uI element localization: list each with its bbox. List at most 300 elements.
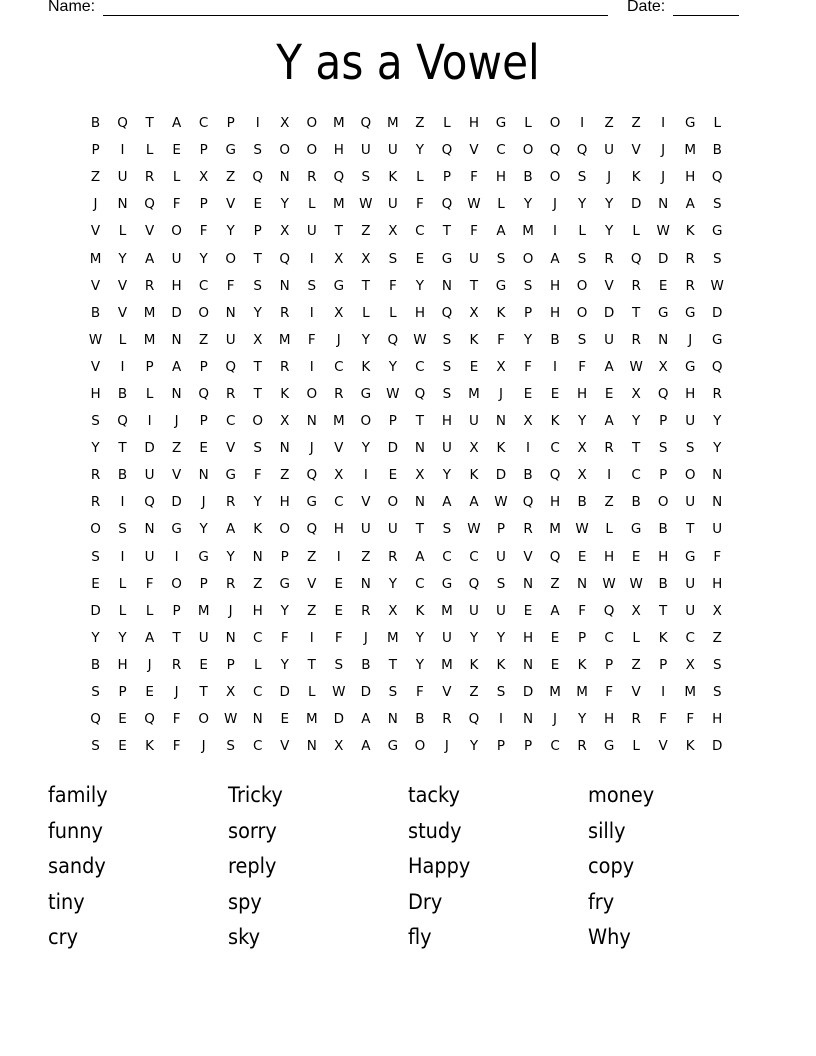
grid-letter[interactable]: F — [199, 223, 208, 240]
grid-letter[interactable]: G — [495, 277, 507, 294]
grid-letter[interactable]: K — [577, 656, 587, 673]
grid-letter[interactable]: S — [577, 331, 587, 348]
grid-letter[interactable]: W — [656, 223, 670, 240]
grid-letter[interactable]: H — [495, 169, 507, 186]
grid-letter[interactable]: C — [496, 142, 506, 159]
grid-letter[interactable]: Y — [604, 196, 614, 213]
grid-letter[interactable]: Y — [415, 656, 425, 673]
grid-letter[interactable]: I — [309, 629, 314, 646]
grid-letter[interactable]: I — [309, 304, 314, 321]
grid-letter[interactable]: R — [361, 602, 371, 619]
grid-letter[interactable]: U — [198, 629, 209, 646]
grid-letter[interactable]: N — [279, 277, 290, 294]
grid-letter[interactable]: Z — [469, 684, 479, 701]
grid-letter[interactable]: H — [712, 711, 723, 728]
grid-letter[interactable]: G — [657, 304, 669, 321]
grid-letter[interactable]: Y — [713, 440, 722, 457]
grid-letter[interactable]: Z — [604, 115, 614, 132]
grid-letter[interactable]: U — [441, 629, 452, 646]
grid-letter[interactable]: U — [387, 196, 398, 213]
grid-letter[interactable]: C — [550, 738, 560, 755]
grid-letter[interactable]: M — [441, 602, 453, 619]
grid-letter[interactable]: E — [334, 602, 344, 619]
grid-letter[interactable]: S — [334, 656, 344, 673]
grid-letter[interactable]: Z — [361, 548, 371, 565]
grid-letter[interactable]: H — [252, 602, 263, 619]
grid-letter[interactable]: T — [361, 277, 370, 294]
grid-letter[interactable]: Y — [118, 250, 127, 267]
grid-letter[interactable]: Q — [657, 385, 669, 402]
grid-letter[interactable]: G — [684, 548, 696, 565]
grid-letter[interactable]: O — [549, 169, 561, 186]
grid-letter[interactable]: Y — [388, 575, 397, 592]
grid-letter[interactable]: F — [172, 738, 181, 755]
grid-letter[interactable]: Z — [712, 629, 722, 646]
grid-letter[interactable]: Z — [253, 575, 263, 592]
grid-letter[interactable]: U — [117, 169, 128, 186]
grid-letter[interactable]: Q — [306, 467, 318, 484]
grid-letter[interactable]: P — [659, 467, 668, 484]
grid-letter[interactable]: E — [199, 440, 208, 457]
grid-letter[interactable]: M — [305, 711, 318, 728]
grid-letter[interactable]: N — [712, 494, 723, 511]
grid-letter[interactable]: J — [201, 494, 206, 511]
grid-letter[interactable]: W — [629, 575, 643, 592]
grid-letter[interactable]: L — [632, 629, 640, 646]
grid-letter[interactable]: H — [549, 304, 561, 321]
grid-letter[interactable]: C — [415, 358, 425, 375]
grid-letter[interactable]: J — [93, 196, 98, 213]
grid-letter[interactable]: B — [90, 304, 101, 321]
grid-letter[interactable]: C — [685, 629, 695, 646]
grid-letter[interactable]: E — [631, 548, 641, 565]
grid-letter[interactable]: X — [334, 738, 344, 755]
grid-letter[interactable]: L — [308, 684, 316, 701]
grid-letter[interactable]: P — [118, 684, 127, 701]
grid-letter[interactable]: F — [524, 358, 532, 375]
grid-letter[interactable]: W — [332, 684, 346, 701]
grid-letter[interactable]: U — [144, 548, 155, 565]
grid-letter[interactable]: R — [631, 711, 641, 728]
grid-letter[interactable]: I — [309, 358, 314, 375]
grid-letter[interactable]: A — [550, 602, 560, 619]
grid-letter[interactable]: U — [441, 440, 452, 457]
grid-letter[interactable]: O — [684, 467, 696, 484]
grid-letter[interactable]: T — [415, 521, 425, 538]
grid-letter[interactable]: Q — [333, 169, 345, 186]
grid-letter[interactable]: N — [522, 656, 534, 673]
grid-letter[interactable]: U — [496, 548, 506, 565]
grid-letter[interactable]: V — [90, 358, 101, 375]
grid-letter[interactable]: A — [496, 223, 506, 240]
grid-letter[interactable]: H — [171, 277, 182, 294]
grid-letter[interactable]: G — [712, 331, 723, 348]
grid-letter[interactable]: E — [577, 548, 587, 565]
grid-letter[interactable]: K — [253, 521, 263, 538]
grid-letter[interactable]: O — [90, 521, 101, 538]
grid-letter[interactable]: F — [605, 684, 613, 701]
grid-letter[interactable]: D — [712, 304, 723, 321]
grid-letter[interactable]: A — [469, 494, 479, 511]
grid-letter[interactable]: Y — [280, 656, 289, 673]
grid-letter[interactable]: Y — [91, 629, 100, 646]
grid-letter[interactable]: L — [605, 521, 613, 538]
grid-letter[interactable]: S — [442, 331, 452, 348]
grid-letter[interactable]: J — [688, 331, 693, 348]
grid-letter[interactable]: Y — [415, 277, 425, 294]
grid-letter[interactable]: R — [144, 277, 155, 294]
grid-letter[interactable]: Z — [604, 494, 614, 511]
grid-letter[interactable]: Y — [253, 304, 262, 321]
grid-letter[interactable]: G — [630, 521, 642, 538]
grid-letter[interactable]: R — [577, 738, 587, 755]
grid-letter[interactable]: X — [469, 304, 479, 321]
grid-letter[interactable]: C — [334, 358, 344, 375]
grid-letter[interactable]: T — [442, 223, 452, 240]
grid-letter[interactable]: Y — [280, 196, 289, 213]
grid-letter[interactable]: G — [441, 250, 453, 267]
grid-letter[interactable]: Q — [711, 358, 723, 375]
grid-letter[interactable]: A — [550, 250, 560, 267]
grid-letter[interactable]: O — [198, 304, 209, 321]
grid-letter[interactable]: M — [387, 629, 399, 646]
grid-letter[interactable]: R — [225, 385, 236, 402]
grid-letter[interactable]: N — [522, 575, 534, 592]
grid-letter[interactable]: N — [279, 169, 290, 186]
grid-letter[interactable]: N — [171, 385, 182, 402]
grid-letter[interactable]: F — [470, 169, 478, 186]
grid-letter[interactable]: C — [415, 575, 425, 592]
grid-letter[interactable]: F — [416, 684, 424, 701]
grid-letter[interactable]: M — [387, 115, 399, 132]
grid-letter[interactable]: N — [658, 331, 669, 348]
grid-letter[interactable]: R — [225, 575, 236, 592]
grid-letter[interactable]: Q — [549, 548, 561, 565]
grid-letter[interactable]: F — [172, 196, 181, 213]
grid-letter[interactable]: S — [253, 277, 262, 294]
grid-letter[interactable]: Y — [415, 142, 425, 159]
grid-letter[interactable]: J — [336, 331, 341, 348]
grid-letter[interactable]: X — [631, 385, 641, 402]
grid-letter[interactable]: Y — [415, 629, 425, 646]
grid-letter[interactable]: Q — [549, 142, 561, 159]
grid-letter[interactable]: X — [685, 656, 695, 673]
grid-letter[interactable]: X — [280, 223, 290, 240]
grid-letter[interactable]: J — [174, 684, 179, 701]
grid-letter[interactable]: N — [387, 711, 398, 728]
grid-letter[interactable]: O — [657, 494, 669, 511]
grid-letter[interactable]: X — [199, 169, 209, 186]
grid-letter[interactable]: X — [388, 602, 398, 619]
grid-letter[interactable]: O — [171, 223, 182, 240]
grid-letter[interactable]: X — [712, 602, 722, 619]
grid-letter[interactable]: M — [332, 413, 345, 430]
grid-letter[interactable]: J — [498, 385, 503, 402]
grid-letter[interactable]: A — [226, 521, 236, 538]
grid-letter[interactable]: Y — [442, 467, 452, 484]
grid-letter[interactable]: T — [632, 304, 641, 321]
grid-letter[interactable]: U — [225, 331, 236, 348]
grid-letter[interactable]: X — [658, 358, 668, 375]
grid-letter[interactable]: P — [253, 223, 262, 240]
grid-letter[interactable]: D — [360, 684, 372, 701]
grid-letter[interactable]: E — [658, 277, 668, 294]
grid-letter[interactable]: C — [550, 440, 560, 457]
grid-letter[interactable]: C — [198, 115, 209, 132]
grid-letter[interactable]: Y — [118, 629, 127, 646]
grid-letter[interactable]: S — [118, 521, 127, 538]
grid-letter[interactable]: B — [712, 142, 722, 159]
grid-letter[interactable]: X — [253, 331, 263, 348]
grid-letter[interactable]: K — [388, 169, 398, 186]
grid-letter[interactable]: C — [225, 413, 236, 430]
grid-letter[interactable]: K — [469, 656, 479, 673]
grid-letter[interactable]: T — [307, 656, 316, 673]
grid-letter[interactable]: U — [712, 521, 723, 538]
grid-letter[interactable]: X — [496, 358, 506, 375]
grid-letter[interactable]: N — [171, 331, 182, 348]
grid-letter[interactable]: I — [553, 223, 558, 240]
grid-letter[interactable]: D — [657, 250, 669, 267]
grid-letter[interactable]: V — [631, 684, 641, 701]
grid-letter[interactable]: I — [120, 358, 125, 375]
grid-letter[interactable]: V — [90, 223, 101, 240]
grid-letter[interactable]: X — [523, 413, 533, 430]
grid-letter[interactable]: L — [145, 142, 154, 159]
grid-letter[interactable]: X — [577, 440, 587, 457]
grid-letter[interactable]: I — [661, 115, 666, 132]
grid-letter[interactable]: R — [442, 711, 452, 728]
grid-letter[interactable]: I — [580, 115, 585, 132]
grid-letter[interactable]: V — [171, 467, 182, 484]
grid-letter[interactable]: Q — [225, 358, 236, 375]
grid-letter[interactable]: U — [469, 413, 479, 430]
grid-letter[interactable]: T — [469, 277, 479, 294]
grid-letter[interactable]: M — [332, 196, 345, 213]
grid-letter[interactable]: E — [550, 656, 560, 673]
grid-letter[interactable]: O — [522, 142, 534, 159]
grid-letter[interactable]: M — [576, 684, 588, 701]
grid-letter[interactable]: O — [360, 413, 372, 430]
grid-letter[interactable]: L — [389, 304, 397, 321]
grid-letter[interactable]: M — [143, 331, 156, 348]
grid-letter[interactable]: O — [414, 738, 426, 755]
grid-letter[interactable]: X — [631, 602, 641, 619]
grid-letter[interactable]: F — [388, 277, 397, 294]
grid-letter[interactable]: Q — [711, 169, 723, 186]
grid-letter[interactable]: E — [415, 250, 425, 267]
grid-letter[interactable]: P — [172, 602, 181, 619]
grid-letter[interactable]: Y — [604, 223, 614, 240]
grid-letter[interactable]: L — [172, 169, 181, 186]
grid-letter[interactable]: K — [469, 467, 479, 484]
grid-letter[interactable]: O — [306, 115, 318, 132]
grid-letter[interactable]: P — [496, 521, 506, 538]
grid-letter[interactable]: C — [442, 548, 452, 565]
grid-letter[interactable]: C — [198, 277, 209, 294]
grid-letter[interactable]: J — [661, 169, 666, 186]
grid-letter[interactable]: V — [144, 223, 155, 240]
grid-letter[interactable]: N — [495, 413, 507, 430]
grid-letter[interactable]: E — [145, 684, 154, 701]
grid-letter[interactable]: M — [684, 684, 697, 701]
grid-letter[interactable]: X — [226, 684, 236, 701]
grid-letter[interactable]: P — [578, 629, 587, 646]
grid-letter[interactable]: M — [143, 304, 156, 321]
grid-letter[interactable]: F — [280, 629, 289, 646]
grid-letter[interactable]: C — [469, 548, 479, 565]
grid-letter[interactable]: B — [658, 521, 668, 538]
grid-letter[interactable]: Q — [468, 575, 480, 592]
grid-letter[interactable]: L — [632, 223, 640, 240]
grid-letter[interactable]: R — [631, 331, 641, 348]
grid-letter[interactable]: V — [117, 277, 128, 294]
grid-letter[interactable]: O — [171, 575, 182, 592]
grid-letter[interactable]: M — [684, 142, 697, 159]
grid-letter[interactable]: B — [90, 115, 101, 132]
grid-letter[interactable]: P — [388, 413, 397, 430]
grid-letter[interactable]: A — [685, 196, 695, 213]
grid-letter[interactable]: Q — [198, 385, 209, 402]
grid-letter[interactable]: Y — [226, 223, 235, 240]
grid-letter[interactable]: E — [253, 196, 262, 213]
grid-letter[interactable]: U — [306, 223, 317, 240]
grid-letter[interactable]: V — [604, 277, 614, 294]
grid-letter[interactable]: Y — [469, 738, 479, 755]
grid-letter[interactable]: V — [523, 548, 533, 565]
grid-letter[interactable]: M — [441, 656, 453, 673]
grid-letter[interactable]: T — [659, 602, 668, 619]
grid-letter[interactable]: M — [89, 250, 102, 267]
grid-letter[interactable]: G — [360, 385, 372, 402]
grid-letter[interactable]: N — [117, 196, 128, 213]
grid-letter[interactable]: F — [470, 223, 478, 240]
grid-letter[interactable]: G — [171, 521, 182, 538]
grid-letter[interactable]: C — [631, 467, 641, 484]
name-field-line[interactable] — [103, 15, 608, 16]
grid-letter[interactable]: Y — [361, 440, 370, 457]
grid-letter[interactable]: D — [522, 684, 534, 701]
grid-letter[interactable]: W — [223, 711, 238, 728]
grid-letter[interactable]: T — [145, 115, 154, 132]
grid-letter[interactable]: E — [523, 385, 533, 402]
grid-letter[interactable]: N — [306, 738, 317, 755]
grid-letter[interactable]: H — [90, 385, 101, 402]
grid-letter[interactable]: R — [171, 656, 182, 673]
grid-letter[interactable]: G — [225, 467, 236, 484]
grid-letter[interactable]: C — [252, 738, 263, 755]
grid-letter[interactable]: R — [604, 250, 614, 267]
grid-letter[interactable]: S — [496, 250, 506, 267]
grid-letter[interactable]: Q — [117, 413, 128, 430]
grid-letter[interactable]: B — [523, 467, 533, 484]
grid-letter[interactable]: Z — [550, 575, 560, 592]
grid-letter[interactable]: N — [225, 304, 236, 321]
grid-letter[interactable]: Q — [414, 385, 426, 402]
grid-letter[interactable]: V — [90, 277, 101, 294]
grid-letter[interactable]: L — [443, 115, 451, 132]
grid-letter[interactable]: S — [91, 548, 100, 565]
grid-letter[interactable]: R — [523, 521, 533, 538]
grid-letter[interactable]: E — [118, 738, 127, 755]
grid-letter[interactable]: O — [522, 250, 534, 267]
grid-letter[interactable]: Y — [226, 548, 235, 565]
grid-letter[interactable]: B — [523, 169, 533, 186]
grid-letter[interactable]: X — [334, 467, 344, 484]
grid-letter[interactable]: T — [199, 684, 208, 701]
grid-letter[interactable]: L — [118, 331, 127, 348]
grid-letter[interactable]: L — [362, 304, 370, 321]
grid-letter[interactable]: S — [442, 521, 452, 538]
grid-letter[interactable]: E — [388, 467, 398, 484]
grid-letter[interactable]: B — [117, 385, 128, 402]
grid-letter[interactable]: M — [278, 331, 291, 348]
grid-letter[interactable]: S — [496, 575, 506, 592]
grid-letter[interactable]: G — [387, 738, 399, 755]
grid-letter[interactable]: Q — [306, 521, 318, 538]
grid-letter[interactable]: Q — [441, 304, 453, 321]
grid-letter[interactable]: J — [174, 413, 179, 430]
grid-letter[interactable]: I — [498, 711, 503, 728]
grid-letter[interactable]: A — [361, 738, 371, 755]
grid-letter[interactable]: L — [713, 115, 721, 132]
grid-letter[interactable]: Y — [91, 440, 100, 457]
grid-letter[interactable]: S — [253, 440, 262, 457]
grid-letter[interactable]: F — [307, 331, 316, 348]
grid-letter[interactable]: N — [252, 711, 263, 728]
grid-letter[interactable]: B — [658, 575, 668, 592]
grid-letter[interactable]: D — [171, 494, 182, 511]
grid-letter[interactable]: S — [712, 196, 722, 213]
grid-letter[interactable]: U — [469, 250, 479, 267]
grid-letter[interactable]: W — [386, 385, 400, 402]
grid-letter[interactable]: Q — [441, 196, 453, 213]
grid-letter[interactable]: M — [549, 521, 561, 538]
grid-letter[interactable]: A — [604, 358, 614, 375]
grid-letter[interactable]: P — [199, 575, 208, 592]
grid-letter[interactable]: J — [553, 711, 558, 728]
grid-letter[interactable]: W — [467, 196, 481, 213]
grid-letter[interactable]: P — [199, 413, 208, 430]
grid-letter[interactable]: H — [549, 494, 561, 511]
grid-letter[interactable]: B — [117, 467, 128, 484]
grid-letter[interactable]: O — [549, 115, 561, 132]
grid-letter[interactable]: A — [144, 250, 155, 267]
grid-letter[interactable]: V — [361, 494, 371, 511]
grid-letter[interactable]: L — [118, 602, 127, 619]
grid-letter[interactable]: K — [145, 738, 154, 755]
grid-letter[interactable]: K — [631, 169, 641, 186]
grid-letter[interactable]: O — [576, 277, 588, 294]
grid-letter[interactable]: F — [145, 575, 154, 592]
grid-letter[interactable]: W — [710, 277, 724, 294]
grid-letter[interactable]: I — [255, 115, 260, 132]
grid-letter[interactable]: D — [171, 304, 182, 321]
grid-letter[interactable]: H — [279, 494, 290, 511]
grid-letter[interactable]: P — [226, 115, 235, 132]
grid-letter[interactable]: Z — [171, 440, 182, 457]
grid-letter[interactable]: E — [550, 629, 560, 646]
grid-letter[interactable]: Y — [361, 331, 370, 348]
grid-letter[interactable]: I — [336, 548, 341, 565]
grid-letter[interactable]: H — [577, 385, 588, 402]
grid-letter[interactable]: D — [90, 602, 101, 619]
grid-letter[interactable]: U — [171, 250, 182, 267]
grid-letter[interactable]: G — [712, 223, 723, 240]
grid-letter[interactable]: M — [549, 684, 561, 701]
grid-letter[interactable]: K — [496, 440, 506, 457]
grid-letter[interactable]: V — [334, 440, 344, 457]
